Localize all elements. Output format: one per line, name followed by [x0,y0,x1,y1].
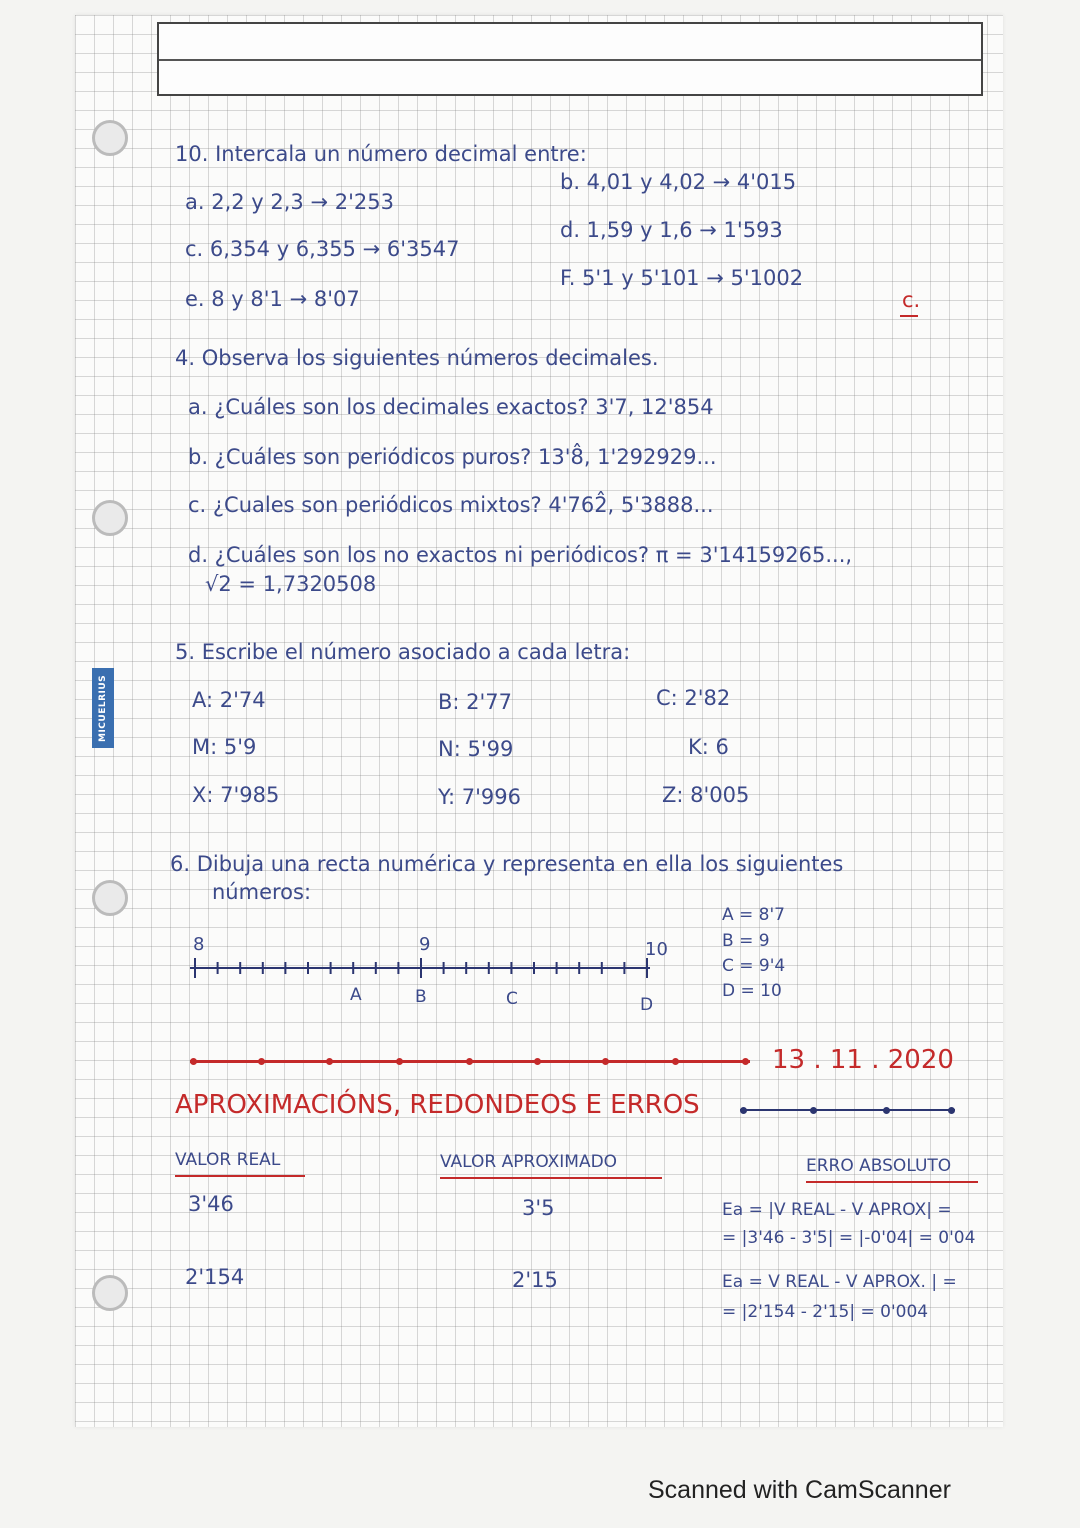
table-header: VALOR APROXIMADO [440,1152,618,1172]
title-decoration-line [740,1109,955,1111]
ex4-item-d-sqrt: √2 = 1,7320508 [205,572,377,596]
number-line-point: C [506,989,518,1009]
ex6-value: C = 9'4 [722,956,786,976]
decoration-dot [810,1107,817,1114]
table-header: VALOR REAL [175,1150,281,1170]
binder-hole [92,1275,128,1311]
ex5-answer: N: 5'99 [438,737,514,761]
check-underline [900,315,918,317]
separator-dot [396,1058,403,1065]
ex10-item-e: e. 8 y 8'1 → 8'07 [185,287,360,311]
header-box [157,22,983,96]
table-cell-error: Ea = V REAL - V APROX. | = [722,1272,957,1292]
table-header: ERRO ABSOLUTO [806,1156,952,1176]
check-mark: c. [902,288,921,312]
number-line-point: A [350,985,362,1005]
ex5-answer: K: 6 [688,735,729,759]
binder-hole [92,880,128,916]
ex4-item-a: a. ¿Cuáles son los decimales exactos? 3'7, 12'854 [188,395,714,419]
header-underline [806,1181,978,1183]
ex5-answer: C: 2'82 [656,686,731,710]
ex6-value: B = 9 [722,931,770,951]
separator-dot [190,1058,197,1065]
ex4-item-b: b. ¿Cuáles son periódicos puros? 13'8̂, 1'292929... [188,445,717,469]
number-line-point: D [640,995,654,1015]
separator-dot [602,1058,609,1065]
ex5-answer: X: 7'985 [192,783,280,807]
separator-dot [258,1058,265,1065]
ex5-answer: Z: 8'005 [662,783,750,807]
decoration-dot [740,1107,747,1114]
separator-dot [534,1058,541,1065]
binder-hole [92,500,128,536]
header-divider [159,59,981,61]
number-line-label: 10 [645,939,668,960]
ex5-title: 5. Escribe el número asociado a cada letra: [175,640,631,664]
ex6-value: A = 8'7 [722,905,785,925]
ex10-item-f: F. 5'1 y 5'101 → 5'1002 [560,266,804,290]
brand-tab: MICUELRIUS [92,668,114,748]
separator-dot [466,1058,473,1065]
separator-dot [326,1058,333,1065]
decoration-dot [883,1107,890,1114]
section-title: APROXIMACIÓNS, REDONDEOS E ERROS [175,1090,700,1120]
ex10-item-a: a. 2,2 y 2,3 → 2'253 [185,190,394,214]
decoration-dot [948,1107,955,1114]
ex6-value: D = 10 [722,981,782,1001]
ex5-answer: M: 5'9 [192,735,257,759]
separator-dot [742,1058,749,1065]
ex4-title: 4. Observa los siguientes números decimales. [175,346,659,370]
binder-hole [92,120,128,156]
ex10-item-d: d. 1,59 y 1,6 → 1'593 [560,218,783,242]
table-cell-real: 2'154 [185,1265,245,1289]
ex10-title: 10. Intercala un número decimal entre: [175,142,587,166]
table-cell-real: 3'46 [188,1192,234,1216]
date: 13 . 11 . 2020 [772,1045,954,1075]
table-cell-error: = |2'154 - 2'15| = 0'004 [722,1302,929,1322]
date-separator-line [190,1060,750,1063]
ex4-item-d: d. ¿Cuáles son los no exactos ni periódicos? π = 3'14159265..., [188,543,853,567]
header-underline [440,1177,662,1179]
table-cell-aprox: 3'5 [522,1196,555,1220]
ex5-answer: B: 2'77 [438,690,513,714]
ex10-item-c: c. 6,354 y 6,355 → 6'3547 [185,237,460,261]
number-line-point: B [415,987,427,1007]
table-cell-error: Ea = |V REAL - V APROX| = [722,1200,952,1220]
number-line-label: 9 [419,934,431,955]
table-cell-aprox: 2'15 [512,1268,558,1292]
header-underline [175,1175,305,1177]
table-cell-error: = |3'46 - 3'5| = |-0'04| = 0'04 [722,1228,976,1248]
ex6-title-2: números: [212,880,312,904]
ex6-title: 6. Dibuja una recta numérica y representa en ella los siguientes [170,852,844,876]
ex10-item-b: b. 4,01 y 4,02 → 4'015 [560,170,797,194]
ex5-answer: A: 2'74 [192,688,266,712]
scanner-watermark: Scanned with CamScanner [648,1476,951,1504]
number-line-label: 8 [193,934,205,955]
separator-dot [672,1058,679,1065]
ex5-answer: Y: 7'996 [438,785,522,809]
ex4-item-c: c. ¿Cuales son periódicos mixtos? 4'762̂, 5'3888... [188,493,714,517]
